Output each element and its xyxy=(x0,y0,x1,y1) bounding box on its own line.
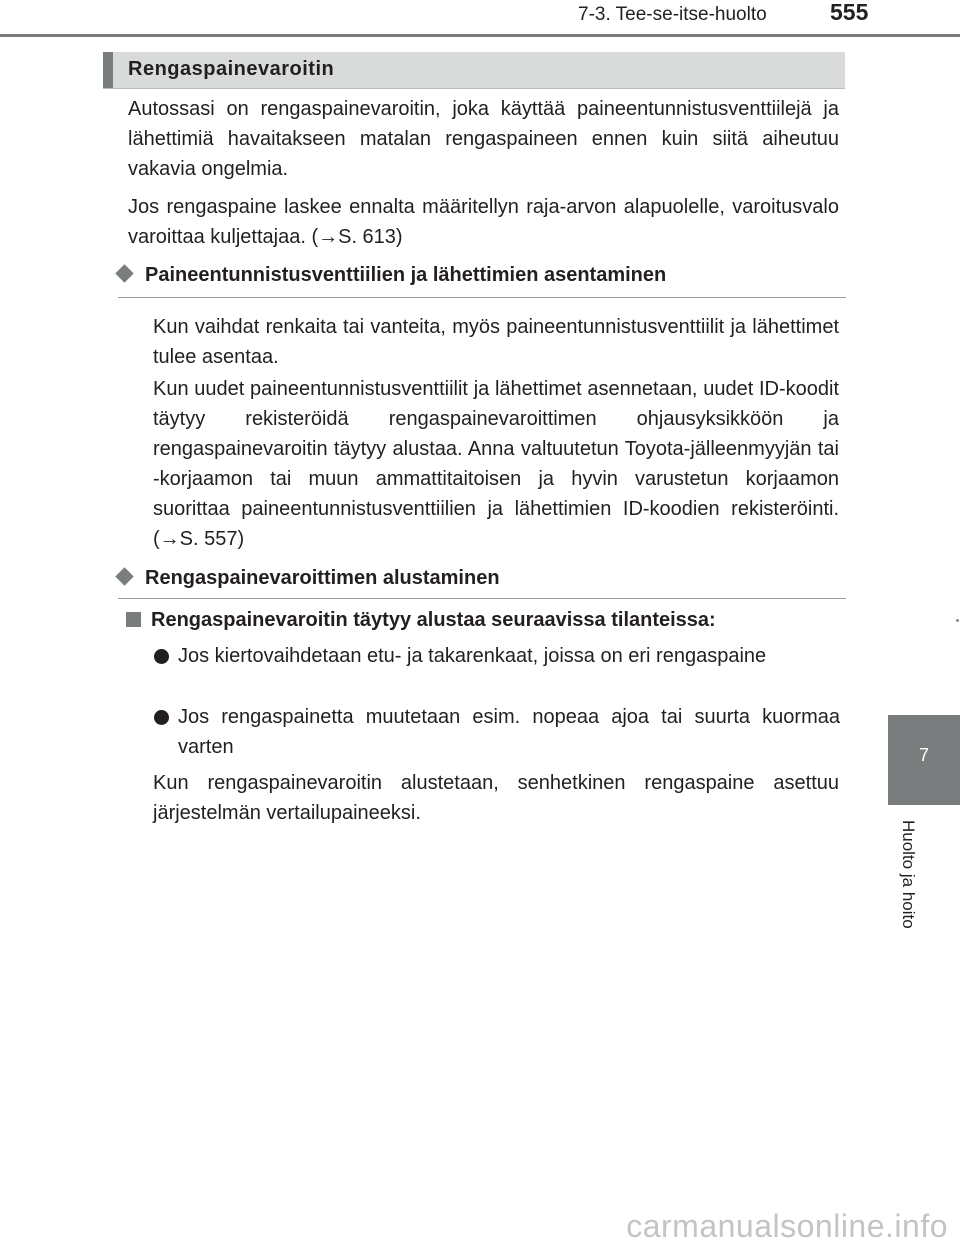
diamond-bullet-icon xyxy=(115,264,133,282)
list-item xyxy=(154,702,840,762)
page-number: 555 xyxy=(830,0,869,25)
diamond-bullet-icon xyxy=(115,567,133,585)
subsection-title: Paineentunnistusventtiilien ja lähettimien asentaminen xyxy=(145,264,667,286)
section-title-bar xyxy=(103,52,845,89)
condition-heading-text: Rengaspainevaroitin täytyy alustaa seuraavissa tilanteissa: xyxy=(151,609,716,631)
chapter-side-tab xyxy=(888,715,960,805)
condition-heading xyxy=(126,609,716,632)
subsection-divider xyxy=(118,297,846,298)
margin-mark xyxy=(956,619,959,622)
section-title: Rengaspainevaroitin xyxy=(128,58,335,80)
subsection-divider xyxy=(118,598,846,599)
square-bullet-icon xyxy=(126,612,141,627)
subsection-heading-reset xyxy=(118,567,500,590)
intro-paragraph-1: Autossasi on rengaspainevaroitin, joka käyttää paineentunnistusventtiilejä ja lähettimiä havaitakseen matalan rengaspaineen ennen kuin siitä aiheutuu vakavia ongelmia. xyxy=(128,98,839,180)
subsection-heading-installation xyxy=(118,264,666,287)
installation-paragraph-2: Kun uudet paineentunnistusventtiilit ja lähettimet asennetaan, uudet ID-koodit täytyy rekisteröidä rengaspainevaroittimen ohjausyksikköön ja rengaspainevaroitin täytyy alustaa. Anna valtuutetun Toyota-jälleenmyyjän tai -korjaamon tai muun ammattitaitoisen ja hyvin varustetun korjaamon suorittaa paineentunnistusventtiilien ja lähettimien ID-koodien rekisteröinti. (→S. 557) xyxy=(153,378,839,550)
chapter-number: 7 xyxy=(918,745,929,765)
reset-closing-paragraph: Kun rengaspainevaroitin alustetaan, senhetkinen rengaspaine asettuu järjestelmän vertailupaineeksi. xyxy=(153,772,839,824)
round-bullet-icon xyxy=(154,710,169,725)
list-item-text: Jos kiertovaihdetaan etu- ja takarenkaat, joissa on eri rengaspaine xyxy=(178,645,767,667)
watermark-text: carmanualsonline.info xyxy=(626,1208,948,1244)
installation-paragraph-1: Kun vaihdat renkaita tai vanteita, myös paineentunnistusventtiilit ja lähettimet tulee asentaa. xyxy=(153,316,839,368)
list-item-text: Jos rengaspainetta muutetaan esim. nopeaa ajoa tai suurta kuormaa varten xyxy=(178,706,840,758)
section-bar-accent xyxy=(103,52,113,88)
intro-paragraph-2: Jos rengaspaine laskee ennalta määritellyn raja-arvon alapuolelle, varoitusvalo varoittaa kuljettajaa. (→S. 613) xyxy=(128,196,839,248)
chapter-side-label: Huolto ja hoito xyxy=(899,820,918,929)
round-bullet-icon xyxy=(154,649,169,664)
list-item xyxy=(154,641,840,671)
chapter-title: 7-3. Tee-se-itse-huolto xyxy=(578,4,767,25)
header-divider xyxy=(0,34,960,37)
subsection-title: Rengaspainevaroittimen alustaminen xyxy=(145,567,500,589)
